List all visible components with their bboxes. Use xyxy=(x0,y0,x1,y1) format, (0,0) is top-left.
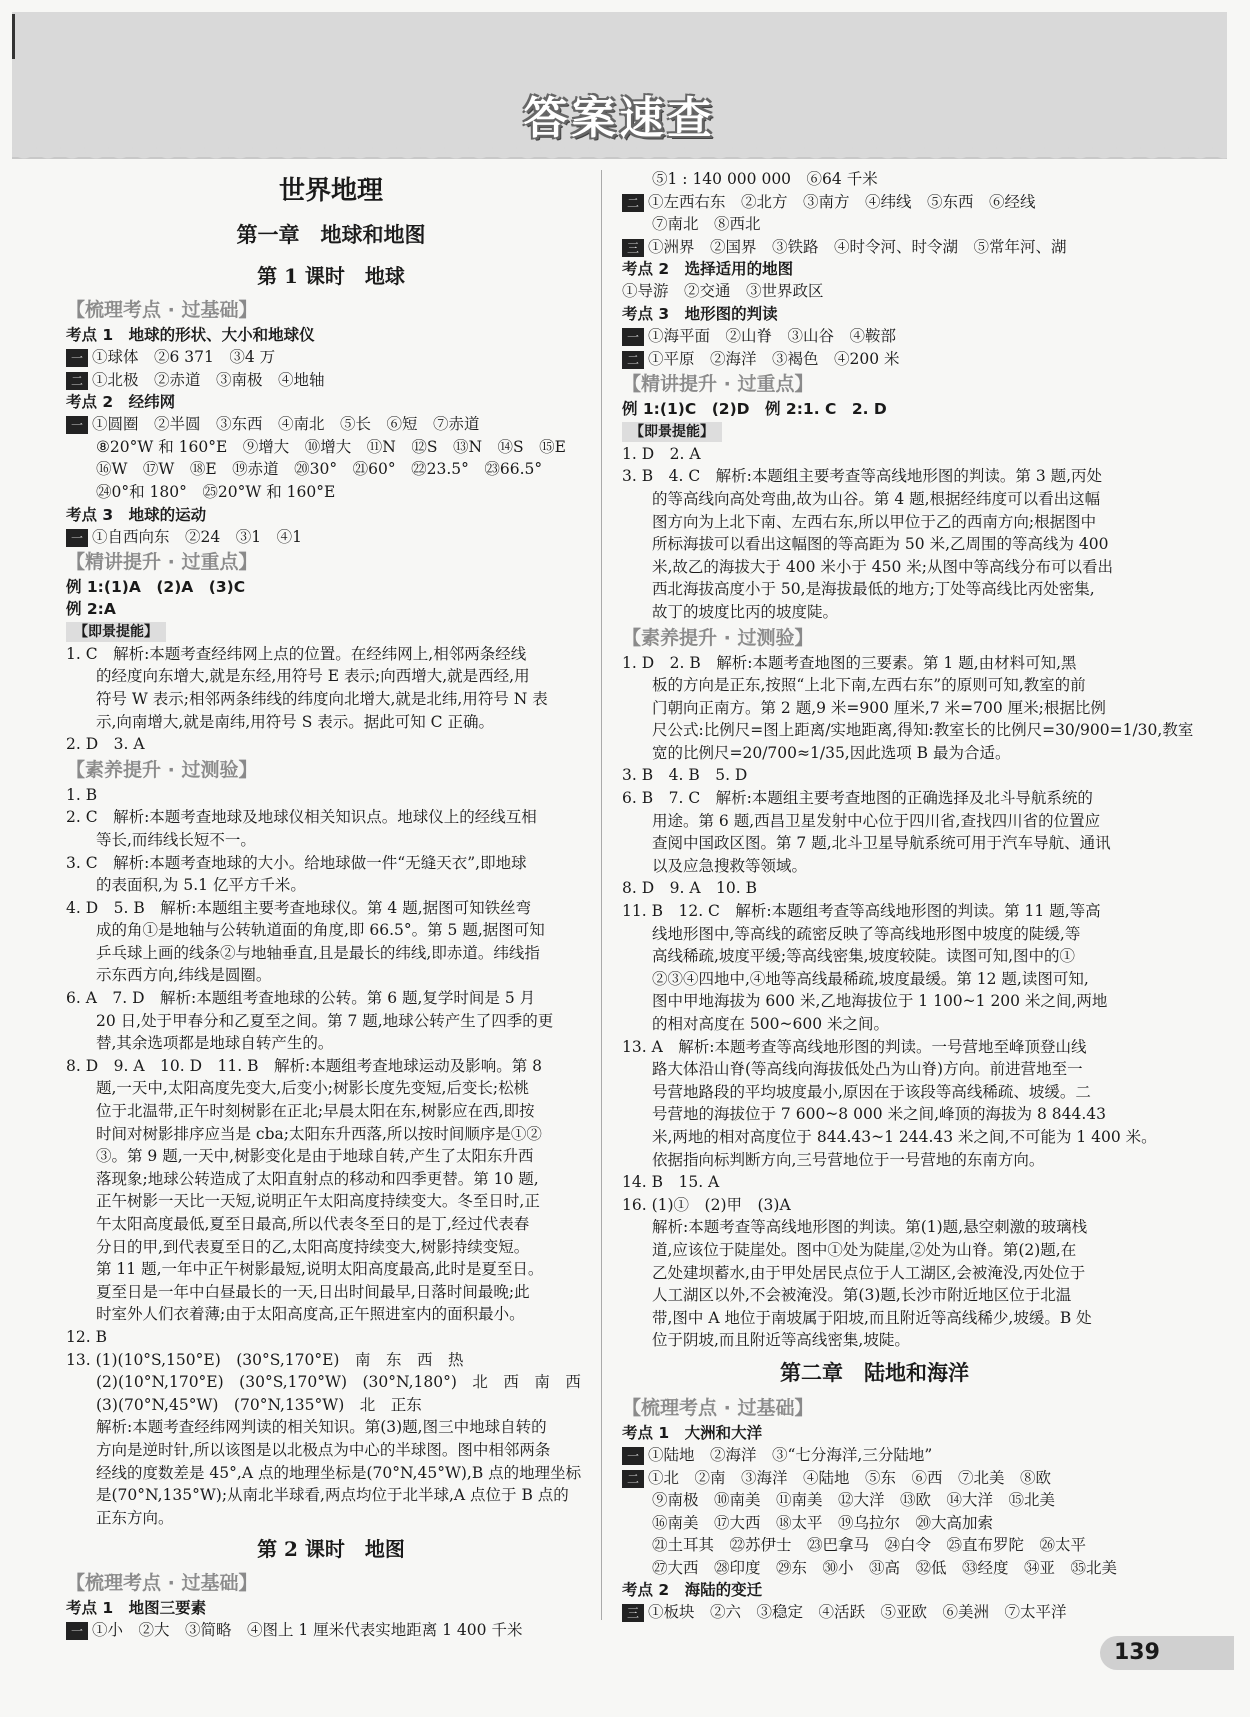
item-marker: 一 xyxy=(66,416,88,434)
answer-line xyxy=(66,413,596,436)
answer-line: 符号 W 表示;相邻两条纬线的纬度向北增大,就是北纬,用符号 N 表 xyxy=(96,689,548,708)
answer-line: 落现象;地球公转造成了太阳直射点的移动和四季更替。第 10 题, xyxy=(96,1169,539,1188)
answer-text: ①洲界 ②国界 ③铁路 ④时令河、时令湖 ⑤常年河、湖 xyxy=(648,237,1067,256)
answer-line: 16. (1)① (2)甲 (3)A xyxy=(622,1195,791,1214)
answer-line: ⑨南极 ⑩南美 ⑪南美 ⑫大洋 ⑬欧 ⑭大洋 ⑮北美 xyxy=(652,1491,1056,1510)
answer-text: ①球体 ②6 371 ③4 万 xyxy=(92,348,276,366)
answer-line: 2. C 解析:本题考查地球及地球仪相关知识点。地球仪上的经线互相 xyxy=(66,808,537,827)
answer-line: 4. D 5. B 解析:本题组主要考查地球仪。第 4 题,据图可知铁丝弯 xyxy=(66,898,532,917)
answer-line: 3. B 4. B 5. D xyxy=(622,766,748,785)
answer-line xyxy=(66,369,596,392)
answer-line: 带,图中 A 地位于南坡属于阳坡,而且附近等高线稀少,坡缓。B 处 xyxy=(652,1308,1092,1327)
answer-line: 6. A 7. D 解析:本题组考查地球的公转。第 6 题,复学时间是 5 月 xyxy=(66,989,536,1008)
answer-line: 米,两地的相对高度位于 844.43~1 244.43 米之间,不可能为 1 400 米。 xyxy=(652,1127,1157,1146)
section-heading: 【精讲提升 · 过重点】 xyxy=(622,373,814,396)
answer-line xyxy=(66,346,596,369)
chapter-title: 第二章 陆地和海洋 xyxy=(780,1360,969,1385)
answer-line: 2. D 3. A xyxy=(66,735,145,754)
answer-line: 门朝向正南方。第 2 题,9 米=900 厘米,7 米=700 厘米;根据比例 xyxy=(652,698,1106,717)
answer-line: ㉔0°和 180° ㉕20°W 和 160°E xyxy=(96,482,336,501)
answer-line: 的经度向东增大,就是东经,用符号 E 表示;向西增大,就是西经,用 xyxy=(96,667,530,686)
topic-heading: 考点 3 地形图的判读 xyxy=(622,304,778,323)
answer-line: 成的角①是地轴与公转轨道面的角度,即 66.5°。第 5 题,据图可知 xyxy=(96,921,545,940)
lesson-title: 第 1 课时 地球 xyxy=(257,264,405,288)
answer-line xyxy=(622,1444,1127,1467)
answer-text: ①海平面 ②山脊 ③山谷 ④鞍部 xyxy=(648,326,897,345)
answer-line: 道,应该位于陡崖处。图中①处为陡崖,②处为山脊。第(2)题,在 xyxy=(652,1240,1077,1259)
answer-line: (3)(70°N,45°W) (70°N,135°W) 北 正东 xyxy=(96,1395,422,1414)
answer-line: 米,故乙的海拔大于 400 米小于 450 米;从图中等高线分布可以看出 xyxy=(652,557,1114,576)
answer-line: 等长,而纬线长短不一。 xyxy=(96,830,256,849)
answer-text: ①小 ②大 ③简略 ④图上 1 厘米代表实地距离 1 400 千米 xyxy=(92,1621,523,1640)
answer-text: ①圆圈 ②半圆 ③东西 ④南北 ⑤长 ⑥短 ⑦赤道 xyxy=(92,415,480,434)
item-marker: 三 xyxy=(622,1604,644,1622)
answer-line: 的相对高度在 500~600 米之间。 xyxy=(652,1015,890,1033)
chapter-heading: 世界地理 xyxy=(278,176,383,206)
item-marker: 二 xyxy=(66,372,88,390)
answer-line: ⑯W ⑰W ⑱E ⑲赤道 ⑳30° ㉑60° ㉒23.5° ㉓66.5° xyxy=(96,460,543,479)
answer-text: ①平原 ②海洋 ③褐色 ④200 米 xyxy=(648,349,900,368)
answer-line: 解析:本题考查等高线地形图的判读。第(1)题,悬空刺激的玻璃栈 xyxy=(652,1218,1088,1237)
section-heading: 【精讲提升 · 过重点】 xyxy=(66,551,258,574)
answer-text: ①陆地 ②海洋 ③“七分海洋,三分陆地” xyxy=(648,1445,933,1464)
answer-line: 号营地路段的平均坡度最小,原因在于该段等高线稀疏、坡缓。二 xyxy=(652,1082,1091,1101)
answer-line xyxy=(622,325,1127,348)
answer-line: ⑯南美 ⑰大西 ⑱太平 ⑲乌拉尔 ⑳大高加索 xyxy=(652,1513,994,1532)
item-marker: 一 xyxy=(66,349,88,367)
answer-line: 3. C 解析:本题考查地球的大小。给地球做一件“无缝天衣”,即地球 xyxy=(66,853,527,872)
answer-line: 1. B xyxy=(66,785,98,804)
answer-line: 题,一天中,太阳高度先变大,后变小;树影长度先变短,后变长;松桃 xyxy=(96,1079,530,1098)
answer-line: ③。第 9 题,一天中,树影变化是由于地球自转,产生了太阳东升西 xyxy=(96,1147,534,1166)
topic-heading: 考点 1 大洲和大洋 xyxy=(622,1423,763,1442)
answer-line: ⑦南北 ⑧西北 xyxy=(652,215,761,234)
item-marker: 一 xyxy=(622,328,644,346)
answer-line: 以及应急搜救等领域。 xyxy=(652,856,808,875)
item-marker: 二 xyxy=(622,194,644,212)
answer-line: ⑧20°W 和 160°E ⑨增大 ⑩增大 ⑪N ⑫S ⑬N ⑭S ⑮E xyxy=(96,437,566,456)
answer-line: 是(70°N,135°W);从南北半球看,两点均位于北半球,A 点位于 B 点的 xyxy=(96,1486,569,1505)
topic-heading: 考点 1 地球的形状、大小和地球仪 xyxy=(66,326,315,344)
answer-line: 示,向南增大,就是南纬,用符号 S 表示。据此可知 C 正确。 xyxy=(96,712,494,731)
answer-line: 所标海拔可以看出这幅图的等高距为 50 米,乙周围的等高线为 400 xyxy=(652,535,1109,554)
right-column xyxy=(622,168,1194,1624)
left-column xyxy=(66,168,596,1642)
answer-line: ⑤1 : 140 000 000 ⑥64 千米 xyxy=(652,170,878,188)
topic-heading: 考点 1 地图三要素 xyxy=(66,1599,207,1618)
answer-line: 板的方向是正东,按照“上北下南,左西右东”的原则可知,教室的前 xyxy=(652,676,1086,695)
answer-line: 午太阳高度最低,夏至日最高,所以代表冬至日的是丁,经过代表春 xyxy=(96,1215,530,1233)
tip-badge: 【即景提能】 xyxy=(626,422,718,442)
topic-heading: 例 1:(1)A (2)A (3)C xyxy=(66,578,246,597)
answer-line: 方向是逆时针,所以该图是以北极点为中心的半球图。图中相邻两条 xyxy=(96,1440,551,1459)
topic-heading: 考点 3 地球的运动 xyxy=(66,505,207,524)
lesson-title: 第 2 课时 地图 xyxy=(257,1537,405,1562)
tip-label xyxy=(66,622,166,642)
header-wave-edge xyxy=(12,147,1227,167)
item-marker: 二 xyxy=(622,351,644,369)
answer-line xyxy=(622,1467,1127,1490)
answer-line: 人工湖区以外,不会被淹没。第(3)题,长沙市附近地区位于北温 xyxy=(652,1286,1072,1305)
answer-line: 示东西方向,纬线是圆圈。 xyxy=(96,966,272,985)
header-banner xyxy=(12,12,1227,159)
answer-line: 解析:本题考查经纬网判读的相关知识。第(3)题,图三中地球自转的 xyxy=(96,1418,547,1437)
answer-text: ①自西向东 ②24 ③1 ④1 xyxy=(92,527,302,546)
answer-line: 分日的甲,到代表夏至日的乙,太阳高度持续变大,树影持续变短。 xyxy=(96,1237,530,1256)
answer-line: 时室外人们衣着薄;由于太阳高度高,正午照进室内的面积最小。 xyxy=(96,1305,525,1324)
item-marker: 一 xyxy=(66,529,88,547)
answer-line: 替,其余选项都是地球自转产生的。 xyxy=(96,1034,334,1053)
answer-line: 3. B 4. C 解析:本题组主要考查等高线地形图的判读。第 3 题,丙处 xyxy=(622,467,1103,486)
answer-line: 11. B 12. C 解析:本题组考查等高线地形图的判读。第 11 题,等高 xyxy=(622,902,1101,921)
answer-line: 宽的比例尺=20/700≈1/35,因此选项 B 最为合适。 xyxy=(652,743,1011,762)
answer-line: ㉑土耳其 ㉒苏伊士 ㉓巴拿马 ㉔白令 ㉕直布罗陀 ㉖太平 xyxy=(652,1536,1087,1555)
answer-line: 8. D 9. A 10. B xyxy=(622,879,758,898)
item-marker: 一 xyxy=(66,1622,88,1640)
answer-line: 依据指向标判断方向,三号营地位于一号营地的东南方向。 xyxy=(652,1150,1045,1169)
answer-text: ①板块 ②六 ③稳定 ④活跃 ⑤亚欧 ⑥美洲 ⑦太平洋 xyxy=(648,1603,1067,1622)
answer-line: 查阅中国政区图。第 7 题,北斗卫星导航系统可用于汽车导航、通讯 xyxy=(652,834,1111,853)
topic-heading: 例 1:(1)C (2)D 例 2:1. C 2. D xyxy=(622,400,887,419)
answer-line: ①导游 ②交通 ③世界政区 xyxy=(622,282,824,301)
edge-mark xyxy=(12,14,15,59)
answer-text: ①北 ②南 ③海洋 ④陆地 ⑤东 ⑥西 ⑦北美 ⑧欧 xyxy=(648,1468,1052,1487)
answer-line xyxy=(66,1619,596,1642)
answer-line: 乙处建坝蓄水,由于甲处居民点位于人工湖区,会被淹没,丙处位于 xyxy=(652,1263,1086,1282)
answer-line: 6. B 7. C 解析:本题组主要考查地图的正确选择及北斗导航系统的 xyxy=(622,789,1093,808)
section-heading: 【梳理考点 · 过基础】 xyxy=(622,1396,814,1419)
answer-line xyxy=(622,1601,1127,1624)
answer-line: 夏至日是一年中白昼最长的一天,日出时间最早,日落时间最晚;此 xyxy=(96,1282,530,1301)
answer-line: 正午树影一天比一天短,说明正午太阳高度持续变大。冬至日时,正 xyxy=(96,1192,540,1211)
answer-line: 经线的度数差是 45°,A 点的地理坐标是(70°N,45°W),B 点的地理坐标 xyxy=(96,1463,582,1482)
answer-line: 位于北温带,正午时刻树影在正北;早晨太阳在东,树影应在西,即按 xyxy=(96,1102,535,1121)
item-marker: 三 xyxy=(622,239,644,257)
answer-line: ②③④四地中,④地等高线最稀疏,坡度最缓。第 12 题,读图可知, xyxy=(652,969,1089,988)
answer-line: 位于阴坡,而且附近等高线密集,坡陡。 xyxy=(652,1331,910,1350)
section-heading: 【素养提升 · 过测验】 xyxy=(622,626,814,649)
answer-line: 14. B 15. A xyxy=(622,1173,720,1192)
topic-heading: 考点 2 海陆的变迁 xyxy=(622,1581,763,1600)
answer-line: 尺公式:比例尺=图上距离/实地距离,得知:教室长的比例尺=30/900=1/30,教室 xyxy=(652,721,1194,740)
topic-heading: 例 2:A xyxy=(66,600,116,619)
answer-line xyxy=(66,526,596,549)
answer-line: 1. D 2. B 解析:本题考查地图的三要素。第 1 题,由材料可知,黑 xyxy=(622,653,1077,672)
answer-line: 图中甲地海拔为 600 米,乙地海拔位于 1 100~1 200 米之间,两地 xyxy=(652,992,1108,1011)
answer-line: ㉗大西 ㉘印度 ㉙东 ㉚小 ㉛高 ㉜低 ㉝经度 ㉞亚 ㉟北美 xyxy=(652,1558,1118,1577)
answer-line: 13. A 解析:本题考查等高线地形图的判读。一号营地至峰顶登山线 xyxy=(622,1037,1087,1056)
section-heading: 【梳理考点 · 过基础】 xyxy=(66,1572,258,1595)
answer-line: 8. D 9. A 10. D 11. B 解析:本题组考查地球运动及影响。第 8 xyxy=(66,1056,543,1075)
answer-line: 用途。第 6 题,西昌卫星发射中心位于四川省,查找四川省的位置应 xyxy=(652,811,1101,830)
answer-line: 高线稀疏,坡度平缓;等高线密集,坡度较陡。读图可知,图中的① xyxy=(652,947,1076,966)
answer-line: 13. (1)(10°S,150°E) (30°S,170°E) 南 东 西 热 xyxy=(66,1350,464,1369)
page-banner-title: 答案速查 xyxy=(523,93,716,144)
section-heading: 【梳理考点 · 过基础】 xyxy=(66,299,258,321)
answer-line: 的表面积,为 5.1 亿平方千米。 xyxy=(96,876,306,895)
answer-line: 1. C 解析:本题考查经纬网上点的位置。在经纬网上,相邻两条经线 xyxy=(66,644,527,663)
topic-heading: 考点 2 选择适用的地图 xyxy=(622,260,794,279)
answer-line: 20 日,处于甲春分和乙夏至之间。第 7 题,地球公转产生了四季的更 xyxy=(96,1011,554,1030)
answer-line xyxy=(622,236,1127,259)
answer-line: 乒乓球上画的线条②与地轴垂直,且是最长的纬线,即赤道。纬线指 xyxy=(96,943,540,962)
answer-line: 线地形图中,等高线的疏密反映了等高线地形图中坡度的陡缓,等 xyxy=(652,924,1081,943)
item-marker: 二 xyxy=(622,1470,644,1488)
answer-line: 西北海拔高度小于 50,是海拔最低的地方;丁处等高线比丙处密集, xyxy=(652,580,1095,599)
answer-text: ①北极 ②赤道 ③南极 ④地轴 xyxy=(92,370,325,389)
answer-line: 时间对树影排序应当是 cba;太阳东升西落,所以按时间顺序是①② xyxy=(96,1124,542,1143)
column-divider xyxy=(601,170,602,1620)
page-number: 139 xyxy=(1100,1636,1234,1670)
answer-line: 1. D 2. A xyxy=(622,444,701,463)
answer-line xyxy=(622,191,1127,214)
answer-line: 第 11 题,一年中正午树影最短,说明太阳高度最高,此时是夏至日。 xyxy=(96,1260,544,1279)
tip-badge: 【即景提能】 xyxy=(70,622,162,642)
answer-line: 的等高线向高处弯曲,故为山谷。第 4 题,根据经纬度可以看出这幅 xyxy=(652,489,1101,508)
section-heading: 【素养提升 · 过测验】 xyxy=(66,758,258,781)
answer-line: 故丁的坡度比丙的坡度陡。 xyxy=(652,602,839,621)
chapter-title: 第一章 地球和地图 xyxy=(236,223,426,247)
answer-line: 图方向为上北下南、左西右东,所以甲位于乙的西南方向;根据图中 xyxy=(652,512,1097,531)
answer-text: ①左西右东 ②北方 ③南方 ④纬线 ⑤东西 ⑥经线 xyxy=(648,192,1036,211)
topic-heading: 考点 2 经纬网 xyxy=(66,393,176,412)
tip-label xyxy=(622,422,722,442)
answer-line: (2)(10°N,170°E) (30°S,170°W) (30°N,180°) 北 西 南 西 xyxy=(96,1373,581,1392)
answer-line: 路大体沿山脊(等高线向海拔低处凸为山脊)方向。前进营地至一 xyxy=(652,1060,1083,1079)
answer-line: 号营地的海拔位于 7 600~8 000 米之间,峰顶的海拔为 8 844.43 xyxy=(652,1105,1106,1124)
item-marker: 一 xyxy=(622,1447,644,1465)
answer-line: 12. B xyxy=(66,1327,107,1346)
answer-line xyxy=(622,348,1127,371)
answer-line: 正东方向。 xyxy=(96,1508,174,1527)
